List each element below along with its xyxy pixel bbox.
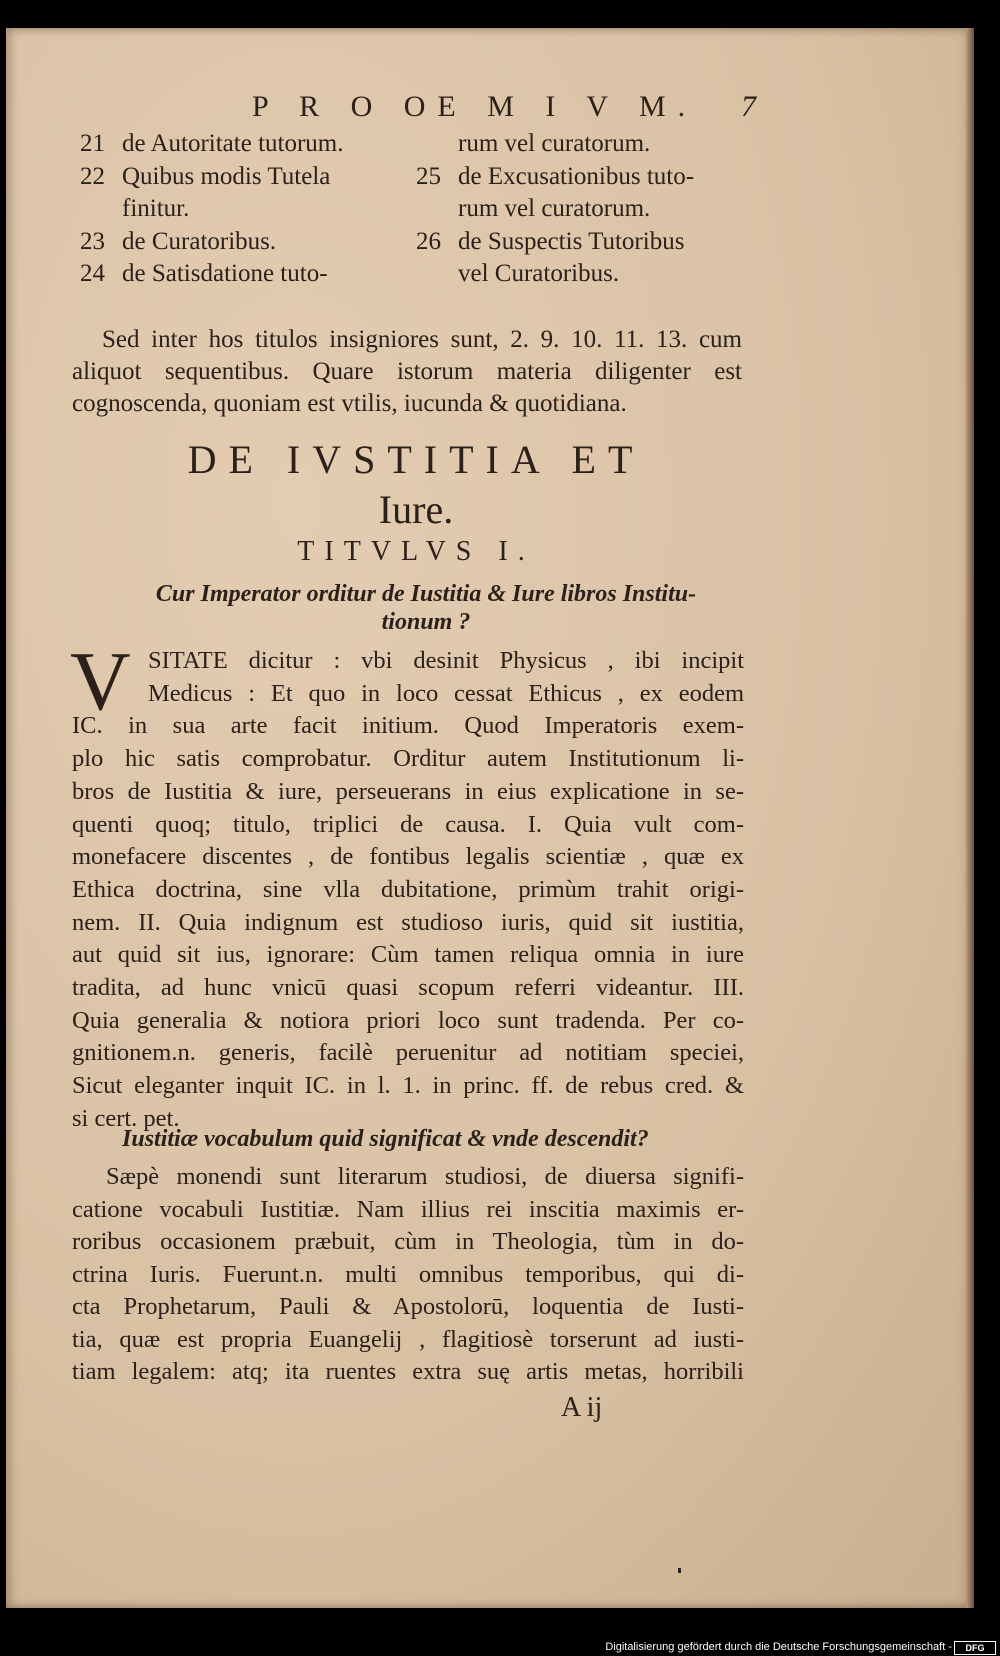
text-line: nem. II. Quia indignum est studioso iuris, quid sit iustitia,	[72, 908, 744, 936]
text-line: tia, quæ est propria Euangelij , flagitiosè torserunt ad iusti-	[72, 1325, 744, 1353]
text-line: catione vocabuli Iustitiæ. Nam illius rei inscitia maximis er-	[72, 1195, 744, 1223]
text-line: bros de Iustitia & iure, perseuerans in eius explicatione in se-	[72, 777, 744, 805]
chapter-title-continued: Iure.	[378, 487, 454, 532]
index-entry	[416, 226, 756, 259]
signature-mark: A ij	[561, 1392, 603, 1423]
index-entry	[80, 258, 410, 291]
index-number: 25	[416, 162, 441, 190]
index-column-left	[80, 128, 410, 291]
text-line: aliquot sequentibus. Quare istorum materia diligenter est	[72, 358, 742, 385]
index-text: finitur.	[122, 195, 190, 222]
index-number: 26	[416, 227, 441, 255]
question-line: Cur Imperator orditur de Iustitia & Iure libros Institu-	[155, 581, 697, 607]
text-line: Ethica doctrina, sine vlla dubitatione, primùm trahit origi-	[72, 875, 744, 903]
footer-credit: Digitalisierung gefördert durch die Deutsche Forschungsgemeinschaft -	[605, 1641, 952, 1653]
chapter-subtitle: TITVLVS I.	[297, 536, 535, 567]
index-entry	[80, 128, 410, 161]
index-entry	[80, 161, 410, 194]
chapter-title: DE IVSTITIA ET	[187, 437, 645, 482]
running-title: P R O OE M I V M.	[252, 90, 698, 123]
index-column-right	[416, 128, 756, 291]
index-text: de Satisdatione tuto-	[122, 260, 328, 287]
question-line: tionum ?	[381, 609, 471, 635]
book-page	[6, 28, 974, 1608]
text-line: quenti quoq; titulo, triplici de causa. I. Quia vult com-	[72, 810, 744, 838]
index-number: 23	[80, 227, 105, 255]
dfg-logo: DFG	[954, 1641, 996, 1655]
digitization-footer	[0, 1638, 1000, 1656]
text-line: SITATE dicitur : vbi desinit Physicus , ibi incipit	[148, 647, 744, 674]
index-entry	[416, 258, 756, 291]
text-line: tiam legalem: atq; ita ruentes extra suę artis metas, horribili	[72, 1358, 744, 1385]
text-line: Sicut eleganter inquit IC. in l. 1. in princ. ff. de rebus cred. &	[72, 1072, 744, 1100]
index-text: de Curatoribus.	[122, 227, 277, 255]
index-number: 21	[80, 130, 105, 157]
question-heading-2: Iustitiæ vocabulum quid significat & vnde descendit?	[122, 1126, 649, 1152]
index-text: vel Curatoribus.	[458, 260, 620, 287]
index-number: 22	[80, 162, 105, 190]
index-text: Quibus modis Tutela	[122, 162, 331, 190]
text-line: gnitionem.n. generis, facilè peruenitur ad notitiam speciei,	[72, 1039, 744, 1067]
text-line: Quia generalia & notiora priori loco sunt tradenda. Per co-	[72, 1006, 744, 1034]
index-text: rum vel curatorum.	[458, 130, 651, 157]
drop-capital: V	[70, 635, 131, 728]
page-edge	[966, 28, 974, 1608]
index-text: rum vel curatorum.	[458, 195, 651, 222]
text-line: cta Prophetarum, Pauli & Apostolorū, loquentia de Iusti-	[72, 1293, 744, 1320]
body-paragraph-2	[72, 1161, 744, 1389]
ink-speck	[678, 1568, 681, 1573]
text-line: IC. in sua arte facit initium. Quod Imperatoris exem-	[72, 712, 744, 740]
text-line: Medicus : Et quo in loco cessat Ethicus , ex eodem	[148, 679, 744, 707]
index-entry	[416, 128, 756, 161]
text-line: monefacere discentes , de fontibus legalis scientiæ , quæ ex	[72, 843, 744, 871]
intro-paragraph	[72, 324, 742, 420]
text-line: plo hic satis comprobatur. Orditur autem Institutionum li-	[72, 745, 744, 773]
index-text: de Excusationibus tuto-	[458, 162, 695, 190]
text-line: roribus occasionem præbuit, cùm in Theologia, tùm in do-	[72, 1228, 744, 1255]
index-entry	[416, 161, 756, 194]
running-header	[86, 90, 756, 130]
text-line: cognoscenda, quoniam est vtilis, iucunda & quotidiana.	[72, 390, 627, 417]
index-text: de Autoritate tutorum.	[122, 130, 344, 157]
text-line: ctrina Iuris. Fuerunt.n. multi omnibus temporibus, qui di-	[72, 1260, 744, 1288]
index-entry	[80, 193, 410, 226]
page-number: 7	[741, 90, 756, 123]
index-entry	[80, 226, 410, 259]
index-entry	[416, 193, 756, 226]
body-paragraph	[72, 645, 744, 1136]
text-line: Sæpè monendi sunt literarum studiosi, de diuersa signifi-	[106, 1163, 744, 1190]
text-line: Sed inter hos titulos insigniores sunt, 2. 9. 10. 11. 13. cum	[102, 326, 742, 353]
text-line: aut quid sit ius, ignorare: Cùm tamen reliqua omnia in iure	[72, 941, 744, 969]
text-line: tradita, ad hunc vnicū quasi scopum referri videantur. III.	[72, 974, 744, 1002]
index-text: de Suspectis Tutoribus	[458, 227, 685, 255]
question-heading	[106, 580, 746, 636]
index-number: 24	[80, 260, 105, 287]
text-line: si cert. pet.	[72, 1104, 180, 1132]
